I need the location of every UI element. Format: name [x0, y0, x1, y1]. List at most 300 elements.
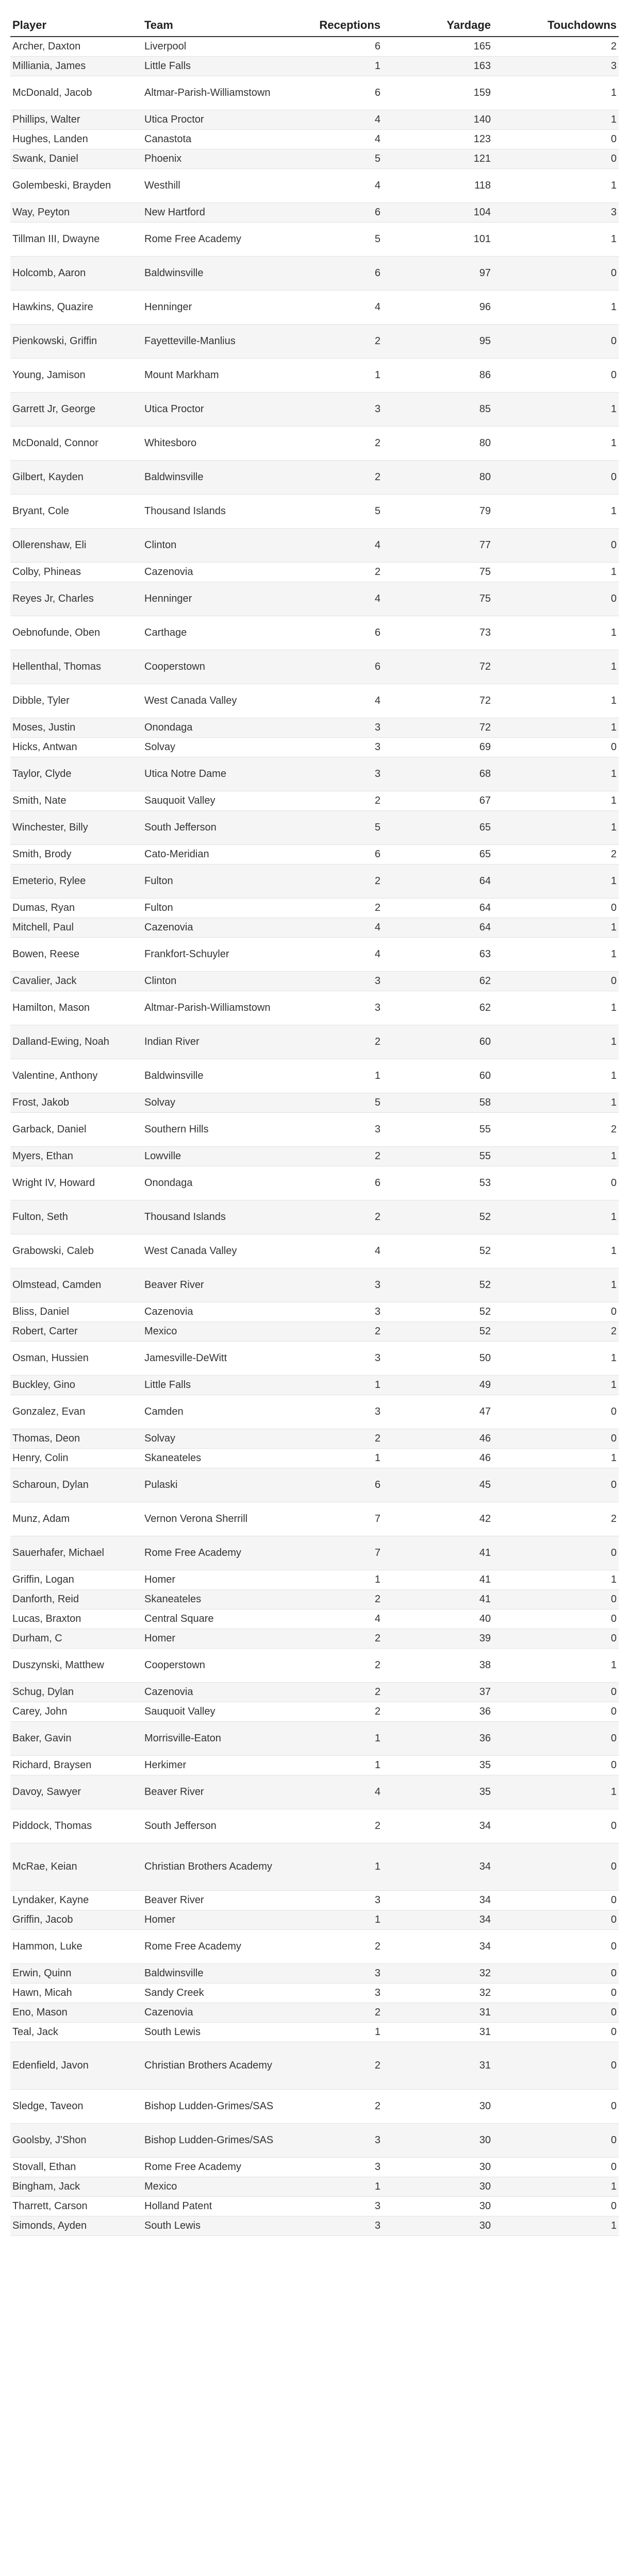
receptions-cell: 6	[374, 41, 380, 52]
table-body	[10, 37, 619, 2236]
receptions-cell: 4	[374, 593, 380, 604]
receptions-cell: 4	[374, 180, 380, 191]
table-row	[10, 2003, 619, 2023]
touchdowns-cell: 1	[610, 922, 617, 933]
receptions-cell: 2	[374, 2060, 380, 2071]
receptions-cell: 3	[374, 1306, 380, 1317]
yardage-cell: 38	[479, 1659, 491, 1671]
team-cell: Herkimer	[144, 1759, 187, 1771]
player-cell: Bowen, Reese	[12, 948, 80, 960]
receptions-cell: 4	[374, 1613, 380, 1624]
yardage-cell: 58	[479, 1097, 491, 1108]
team-cell: Camden	[144, 1406, 184, 1417]
player-cell: Dumas, Ryan	[12, 902, 75, 913]
receptions-cell: 2	[374, 902, 380, 913]
team-cell: Solvay	[144, 741, 176, 753]
team-cell: Utica Notre Dame	[144, 768, 226, 779]
touchdowns-cell: 0	[610, 267, 617, 279]
table-row	[10, 1930, 619, 1964]
touchdowns-cell: 2	[610, 1124, 617, 1135]
yardage-cell: 30	[479, 2181, 491, 2192]
yardage-cell: 72	[479, 722, 491, 733]
player-cell: Goolsby, J'Shon	[12, 2134, 87, 2146]
column-header-touchdowns: Touchdowns	[547, 19, 617, 31]
team-cell: South Lewis	[144, 2220, 201, 2231]
player-cell: Bingham, Jack	[12, 2181, 80, 2192]
touchdowns-cell: 1	[610, 437, 617, 449]
team-cell: Cazenovia	[144, 2007, 193, 2018]
touchdowns-cell: 1	[610, 1574, 617, 1585]
touchdowns-cell: 0	[610, 741, 617, 753]
yardage-cell: 123	[473, 133, 491, 145]
player-cell: Taylor, Clyde	[12, 768, 72, 779]
table-header	[10, 4, 619, 37]
player-cell: Gilbert, Kayden	[12, 471, 84, 483]
touchdowns-cell: 2	[610, 41, 617, 52]
receptions-cell: 1	[374, 1452, 380, 1464]
player-cell: Ollerenshaw, Eli	[12, 539, 87, 551]
table-row	[10, 1649, 619, 1683]
touchdowns-cell: 1	[610, 1150, 617, 1162]
yardage-cell: 65	[479, 849, 491, 860]
touchdowns-cell: 1	[610, 114, 617, 125]
receiving-table	[10, 0, 619, 2236]
team-cell: Frankfort-Schuyler	[144, 948, 229, 960]
receptions-cell: 2	[374, 1594, 380, 1605]
player-cell: Osman, Hussien	[12, 1352, 89, 1364]
yardage-cell: 42	[479, 1513, 491, 1524]
table-row	[10, 2216, 619, 2236]
yardage-cell: 62	[479, 975, 491, 987]
team-cell: Utica Proctor	[144, 114, 204, 125]
team-cell: Beaver River	[144, 1894, 204, 1906]
team-cell: Morrisville-Eaton	[144, 1733, 221, 1744]
receptions-cell: 2	[374, 1150, 380, 1162]
yardage-cell: 30	[479, 2100, 491, 2112]
team-cell: Lowville	[144, 1150, 181, 1162]
player-cell: Buckley, Gino	[12, 1379, 75, 1391]
touchdowns-cell: 1	[610, 1036, 617, 1047]
yardage-cell: 52	[479, 1279, 491, 1291]
player-cell: Teal, Jack	[12, 2026, 58, 2038]
player-cell: Sauerhafer, Michael	[12, 1547, 104, 1558]
touchdowns-cell: 0	[610, 2026, 617, 2038]
receptions-cell: 4	[374, 301, 380, 313]
yardage-cell: 55	[479, 1150, 491, 1162]
receptions-cell: 1	[374, 369, 380, 381]
yardage-cell: 30	[479, 2220, 491, 2231]
table-row	[10, 359, 619, 393]
touchdowns-cell: 1	[610, 1379, 617, 1391]
table-row	[10, 563, 619, 582]
player-cell: Sledge, Taveon	[12, 2100, 84, 2112]
player-cell: McDonald, Connor	[12, 437, 98, 449]
yardage-cell: 36	[479, 1706, 491, 1717]
team-cell: Southern Hills	[144, 1124, 209, 1135]
receptions-cell: 2	[374, 2007, 380, 2018]
receptions-cell: 3	[374, 2161, 380, 2173]
receptions-cell: 2	[374, 1941, 380, 1952]
yardage-cell: 73	[479, 627, 491, 638]
player-cell: Bliss, Daniel	[12, 1306, 70, 1317]
table-row	[10, 223, 619, 257]
touchdowns-cell: 1	[610, 1245, 617, 1257]
table-row	[10, 1964, 619, 1984]
team-cell: Mexico	[144, 1326, 177, 1337]
table-row	[10, 2124, 619, 2158]
table-row	[10, 1570, 619, 1590]
yardage-cell: 63	[479, 948, 491, 960]
receptions-cell: 3	[374, 2134, 380, 2146]
player-cell: Dibble, Tyler	[12, 695, 70, 706]
table-row	[10, 1113, 619, 1147]
receptions-cell: 1	[374, 1759, 380, 1771]
player-cell: Bryant, Cole	[12, 505, 70, 517]
receptions-cell: 3	[374, 1124, 380, 1135]
receptions-cell: 3	[374, 2200, 380, 2212]
touchdowns-cell: 0	[610, 902, 617, 913]
team-cell: Cazenovia	[144, 566, 193, 578]
player-cell: Milliania, James	[12, 60, 86, 72]
receptions-cell: 2	[374, 1211, 380, 1223]
player-cell: Hughes, Landen	[12, 133, 88, 145]
receptions-cell: 3	[374, 1894, 380, 1906]
receptions-cell: 2	[374, 335, 380, 347]
touchdowns-cell: 0	[610, 133, 617, 145]
table-row	[10, 203, 619, 223]
touchdowns-cell: 0	[610, 975, 617, 987]
yardage-cell: 85	[479, 403, 491, 415]
touchdowns-cell: 0	[610, 1306, 617, 1317]
receptions-cell: 3	[374, 1352, 380, 1364]
table-row	[10, 1468, 619, 1502]
yardage-cell: 118	[474, 180, 491, 191]
team-cell: Altmar-Parish-Williamstown	[144, 1002, 271, 1013]
team-cell: South Lewis	[144, 2026, 201, 2038]
touchdowns-cell: 1	[610, 722, 617, 733]
player-cell: Garrett Jr, George	[12, 403, 96, 415]
team-cell: Liverpool	[144, 41, 187, 52]
receptions-cell: 6	[374, 661, 380, 672]
touchdowns-cell: 0	[610, 1894, 617, 1906]
touchdowns-cell: 1	[610, 566, 617, 578]
receptions-cell: 6	[374, 849, 380, 860]
player-cell: Hawn, Micah	[12, 1987, 72, 1998]
table-row	[10, 2177, 619, 2197]
player-cell: Hellenthal, Thomas	[12, 661, 101, 672]
player-cell: Scharoun, Dylan	[12, 1479, 89, 1490]
table-row	[10, 1342, 619, 1376]
yardage-cell: 79	[479, 505, 491, 517]
player-cell: Tillman III, Dwayne	[12, 233, 100, 245]
team-cell: Thousand Islands	[144, 1211, 226, 1223]
touchdowns-cell: 1	[610, 2181, 617, 2192]
table-row	[10, 650, 619, 684]
team-cell: Rome Free Academy	[144, 233, 241, 245]
table-row	[10, 1395, 619, 1429]
yardage-cell: 30	[479, 2200, 491, 2212]
player-cell: Thomas, Deon	[12, 1433, 80, 1444]
column-header-yardage: Yardage	[446, 19, 491, 31]
yardage-cell: 75	[479, 566, 491, 578]
touchdowns-cell: 1	[610, 875, 617, 887]
table-row	[10, 1609, 619, 1629]
receptions-cell: 2	[374, 471, 380, 483]
team-cell: Indian River	[144, 1036, 200, 1047]
table-row	[10, 325, 619, 359]
team-cell: South Jefferson	[144, 822, 217, 833]
team-cell: Central Square	[144, 1613, 214, 1624]
team-cell: Pulaski	[144, 1479, 178, 1490]
table-row	[10, 2197, 619, 2216]
yardage-cell: 65	[479, 822, 491, 833]
player-cell: Way, Peyton	[12, 207, 70, 218]
column-header-receptions: Receptions	[319, 19, 380, 31]
player-cell: Schug, Dylan	[12, 1686, 74, 1698]
yardage-cell: 34	[479, 1894, 491, 1906]
receptions-cell: 2	[374, 1659, 380, 1671]
touchdowns-cell: 0	[610, 1479, 617, 1490]
yardage-cell: 159	[473, 87, 491, 98]
yardage-cell: 53	[479, 1177, 491, 1189]
receptions-cell: 2	[374, 1633, 380, 1644]
yardage-cell: 72	[479, 661, 491, 672]
receptions-cell: 5	[374, 1097, 380, 1108]
touchdowns-cell: 0	[610, 1633, 617, 1644]
yardage-cell: 49	[479, 1379, 491, 1391]
player-cell: Danforth, Reid	[12, 1594, 79, 1605]
player-cell: Erwin, Quinn	[12, 1968, 72, 1979]
receptions-cell: 6	[374, 1479, 380, 1490]
team-cell: Cazenovia	[144, 1306, 193, 1317]
player-cell: Henry, Colin	[12, 1452, 69, 1464]
yardage-cell: 50	[479, 1352, 491, 1364]
touchdowns-cell: 0	[610, 539, 617, 551]
yardage-cell: 95	[479, 335, 491, 347]
table-row	[10, 1910, 619, 1930]
table-row	[10, 811, 619, 845]
yardage-cell: 52	[479, 1211, 491, 1223]
touchdowns-cell: 0	[610, 2134, 617, 2146]
player-cell: Baker, Gavin	[12, 1733, 72, 1744]
touchdowns-cell: 0	[610, 1820, 617, 1832]
yardage-cell: 46	[479, 1452, 491, 1464]
touchdowns-cell: 2	[610, 849, 617, 860]
team-cell: Fayetteville-Manlius	[144, 335, 236, 347]
player-cell: Lucas, Braxton	[12, 1613, 81, 1624]
team-cell: Clinton	[144, 975, 177, 987]
team-cell: Westhill	[144, 180, 180, 191]
yardage-cell: 41	[479, 1547, 491, 1558]
player-cell: Dalland-Ewing, Noah	[12, 1036, 109, 1047]
player-cell: Garback, Daniel	[12, 1124, 87, 1135]
table-row	[10, 938, 619, 972]
yardage-cell: 47	[479, 1406, 491, 1417]
receptions-cell: 2	[374, 1326, 380, 1337]
receptions-cell: 5	[374, 153, 380, 164]
receptions-cell: 1	[374, 1070, 380, 1081]
yardage-cell: 86	[479, 369, 491, 381]
table-row	[10, 1502, 619, 1536]
table-row	[10, 76, 619, 110]
touchdowns-cell: 1	[610, 795, 617, 806]
table-row	[10, 991, 619, 1025]
receptions-cell: 4	[374, 695, 380, 706]
receptions-cell: 6	[374, 87, 380, 98]
team-cell: Mexico	[144, 2181, 177, 2192]
team-cell: West Canada Valley	[144, 695, 237, 706]
player-cell: Pienkowski, Griffin	[12, 335, 97, 347]
yardage-cell: 163	[473, 60, 491, 72]
table-row	[10, 918, 619, 938]
receptions-cell: 4	[374, 1245, 380, 1257]
yardage-cell: 77	[479, 539, 491, 551]
table-row	[10, 1025, 619, 1059]
player-cell: Davoy, Sawyer	[12, 1786, 81, 1798]
receptions-cell: 1	[374, 2026, 380, 2038]
touchdowns-cell: 0	[610, 1594, 617, 1605]
table-row	[10, 291, 619, 325]
team-cell: Mount Markham	[144, 369, 219, 381]
yardage-cell: 69	[479, 741, 491, 753]
table-row	[10, 1683, 619, 1702]
yardage-cell: 60	[479, 1070, 491, 1081]
touchdowns-cell: 0	[610, 2007, 617, 2018]
table-row	[10, 1702, 619, 1722]
table-row	[10, 495, 619, 529]
table-row	[10, 149, 619, 169]
team-cell: Homer	[144, 1914, 176, 1925]
yardage-cell: 45	[479, 1479, 491, 1490]
team-cell: Baldwinsville	[144, 1070, 204, 1081]
yardage-cell: 37	[479, 1686, 491, 1698]
touchdowns-cell: 1	[610, 505, 617, 517]
player-cell: Hawkins, Quazire	[12, 301, 93, 313]
player-cell: Carey, John	[12, 1706, 68, 1717]
yardage-cell: 52	[479, 1245, 491, 1257]
table-row	[10, 393, 619, 427]
table-row	[10, 899, 619, 918]
team-cell: Jamesville-DeWitt	[144, 1352, 227, 1364]
receptions-cell: 3	[374, 768, 380, 779]
team-cell: Christian Brothers Academy	[144, 1861, 272, 1872]
touchdowns-cell: 0	[610, 1177, 617, 1189]
touchdowns-cell: 1	[610, 2220, 617, 2231]
team-cell: Canastota	[144, 133, 192, 145]
touchdowns-cell: 3	[610, 60, 617, 72]
player-cell: Phillips, Walter	[12, 114, 80, 125]
touchdowns-cell: 1	[610, 1070, 617, 1081]
team-cell: Little Falls	[144, 1379, 191, 1391]
touchdowns-cell: 0	[610, 1613, 617, 1624]
player-cell: Young, Jamison	[12, 369, 86, 381]
table-row	[10, 1891, 619, 1910]
table-row	[10, 1449, 619, 1468]
team-cell: Onondaga	[144, 722, 193, 733]
team-cell: Sandy Creek	[144, 1987, 204, 1998]
table-row	[10, 2023, 619, 2042]
player-cell: Eno, Mason	[12, 2007, 68, 2018]
table-row	[10, 1166, 619, 1200]
touchdowns-cell: 2	[610, 1513, 617, 1524]
yardage-cell: 40	[479, 1613, 491, 1624]
team-cell: Cooperstown	[144, 1659, 205, 1671]
player-cell: Emeterio, Rylee	[12, 875, 86, 887]
player-cell: Smith, Nate	[12, 795, 67, 806]
player-cell: Robert, Carter	[12, 1326, 78, 1337]
team-cell: Clinton	[144, 539, 177, 551]
yardage-cell: 64	[479, 875, 491, 887]
touchdowns-cell: 0	[610, 1987, 617, 1998]
receptions-cell: 7	[374, 1513, 380, 1524]
player-cell: Holcomb, Aaron	[12, 267, 86, 279]
player-cell: Grabowski, Caleb	[12, 1245, 94, 1257]
team-cell: Cato-Meridian	[144, 849, 209, 860]
player-cell: Durham, C	[12, 1633, 62, 1644]
table-row	[10, 37, 619, 57]
player-cell: Frost, Jakob	[12, 1097, 70, 1108]
touchdowns-cell: 1	[610, 1352, 617, 1364]
table-row	[10, 757, 619, 791]
touchdowns-cell: 1	[610, 403, 617, 415]
touchdowns-cell: 1	[610, 768, 617, 779]
player-cell: Griffin, Logan	[12, 1574, 74, 1585]
team-cell: Fulton	[144, 875, 173, 887]
player-cell: Olmstead, Camden	[12, 1279, 102, 1291]
receptions-cell: 3	[374, 1002, 380, 1013]
table-row	[10, 257, 619, 291]
receptions-cell: 3	[374, 1987, 380, 1998]
player-cell: Piddock, Thomas	[12, 1820, 92, 1832]
yardage-cell: 31	[479, 2060, 491, 2071]
receptions-cell: 1	[374, 60, 380, 72]
yardage-cell: 32	[479, 1968, 491, 1979]
table-row	[10, 427, 619, 461]
table-row	[10, 791, 619, 811]
table-row	[10, 684, 619, 718]
table-row	[10, 1302, 619, 1322]
table-row	[10, 582, 619, 616]
player-cell: Richard, Braysen	[12, 1759, 92, 1771]
player-cell: Winchester, Billy	[12, 822, 88, 833]
player-cell: Smith, Brody	[12, 849, 72, 860]
table-row	[10, 529, 619, 563]
table-row	[10, 169, 619, 203]
touchdowns-cell: 0	[610, 1686, 617, 1698]
receptions-cell: 3	[374, 975, 380, 987]
team-cell: Solvay	[144, 1433, 176, 1444]
touchdowns-cell: 1	[610, 233, 617, 245]
receptions-cell: 4	[374, 922, 380, 933]
table-row	[10, 461, 619, 495]
team-cell: Carthage	[144, 627, 187, 638]
touchdowns-cell: 1	[610, 948, 617, 960]
touchdowns-cell: 0	[610, 1941, 617, 1952]
yardage-cell: 31	[479, 2026, 491, 2038]
yardage-cell: 41	[479, 1594, 491, 1605]
table-row	[10, 2090, 619, 2124]
team-cell: Solvay	[144, 1097, 176, 1108]
team-cell: Bishop Ludden-Grimes/SAS	[144, 2100, 274, 2112]
table-row	[10, 1322, 619, 1342]
receptions-cell: 2	[374, 2100, 380, 2112]
receptions-cell: 3	[374, 403, 380, 415]
receptions-cell: 1	[374, 1861, 380, 1872]
team-cell: Henninger	[144, 593, 192, 604]
receptions-cell: 3	[374, 1968, 380, 1979]
yardage-cell: 39	[479, 1633, 491, 1644]
receptions-cell: 4	[374, 133, 380, 145]
